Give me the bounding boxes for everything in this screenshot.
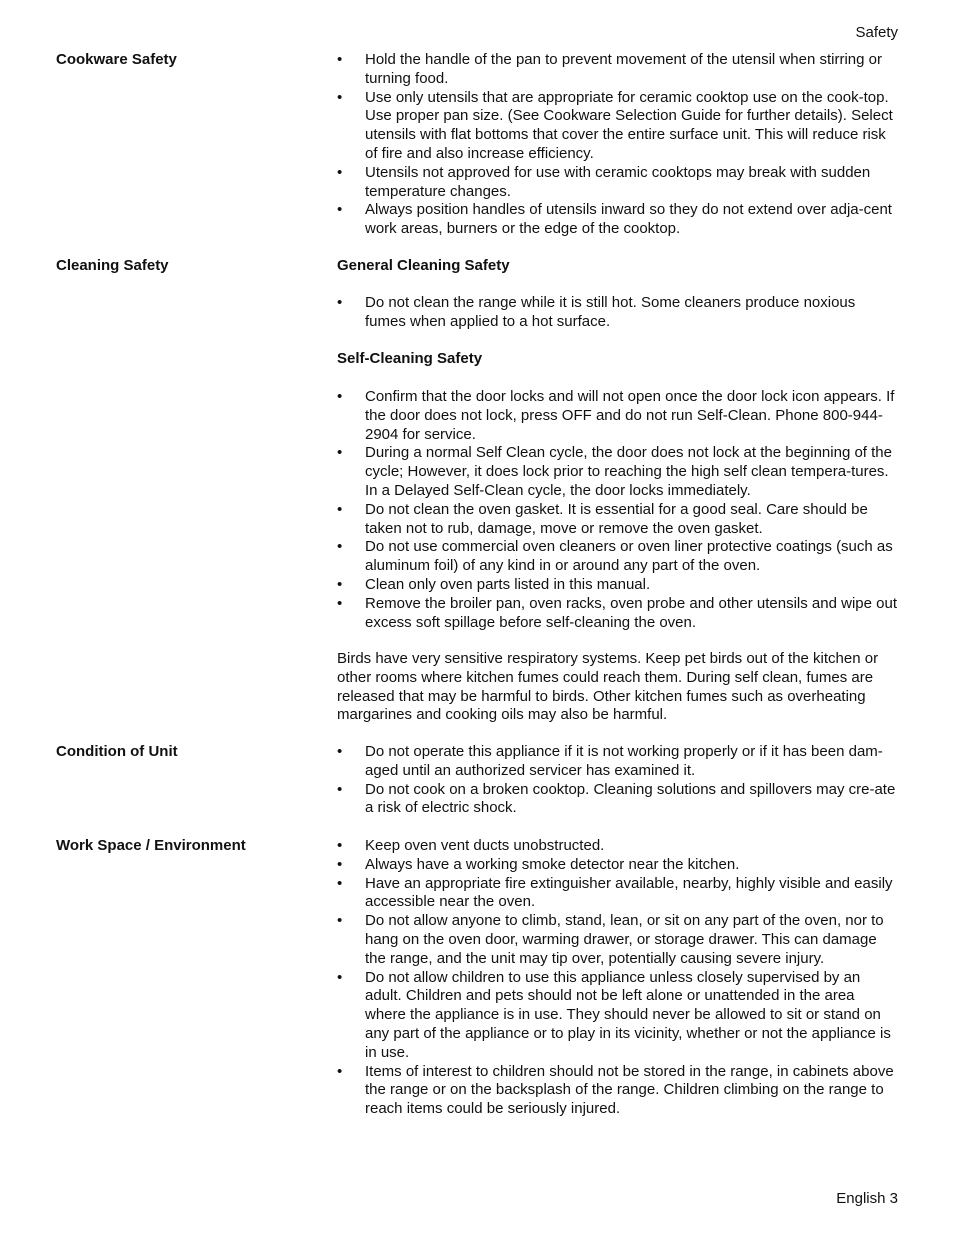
bullet-icon: • — [337, 874, 343, 892]
list-item — [337, 595, 899, 633]
list-item — [337, 501, 899, 539]
bullet-icon: • — [337, 575, 343, 593]
list-item — [337, 538, 899, 576]
self-cleaning-column — [337, 388, 899, 632]
list-item-text: Do not clean the oven gasket. It is essential for a good seal. Care should be taken not to rub, damage, move or remove the oven gasket. — [365, 500, 868, 537]
general-cleaning-list — [337, 294, 899, 332]
section-title-workspace: Work Space / Environment — [56, 837, 246, 854]
list-item-text: Remove the broiler pan, oven racks, oven probe and other utensils and wipe out excess soft spillage before self-cleaning the oven. — [365, 594, 897, 631]
self-cleaning-heading-wrap — [337, 350, 899, 369]
list-item-text: Do not operate this appliance if it is not working properly or if it has been dam-aged until an authorized servicer has examined it. — [365, 743, 883, 779]
bullet-icon: • — [337, 500, 343, 518]
bullet-icon: • — [337, 855, 343, 873]
list-item — [337, 164, 899, 202]
bullet-icon: • — [337, 743, 343, 760]
section-title-cookware: Cookware Safety — [56, 51, 177, 68]
general-cleaning-column — [337, 294, 899, 332]
list-item — [337, 856, 899, 875]
cookware-bullet-list — [337, 51, 899, 239]
bullet-icon: • — [337, 163, 343, 181]
bullet-icon: • — [337, 912, 343, 930]
list-item — [337, 51, 899, 89]
bullet-icon: • — [337, 201, 343, 219]
workspace-bullet-list — [337, 837, 899, 1119]
list-item — [337, 1063, 899, 1119]
section-title-condition: Condition of Unit — [56, 743, 178, 760]
list-item-text: Keep oven vent ducts unobstructed. — [365, 837, 605, 854]
bullet-icon: • — [337, 780, 343, 798]
cookware-column — [337, 51, 899, 239]
list-item-text: Have an appropriate fire extinguisher available, nearby, highly visible and easily accessible near the oven. — [365, 874, 893, 911]
bullet-icon: • — [337, 1062, 343, 1080]
bullet-icon: • — [337, 444, 343, 462]
self-cleaning-list — [337, 388, 899, 632]
list-item — [337, 294, 899, 332]
list-item — [337, 576, 899, 595]
list-item-text: Do not allow children to use this appliance unless closely supervised by an adult. Children and pets should not be left alone or unattended in the area where the appliance is in use. They should never be allowed to sit or stand on any part of the appliance or to play in its vicinity, whether or not the appliance is in use. — [365, 968, 891, 1061]
list-item — [337, 875, 899, 913]
list-item-text: Always position handles of utensils inward so they do not extend over adja-cent work areas, burners or the edge of the cooktop. — [365, 201, 892, 238]
condition-column — [337, 743, 899, 818]
list-item-text: Confirm that the door locks and will not open once the door lock icon appears. If the door does not lock, press OFF and do not run Self-Clean. Phone 800-944-2904 for service. — [365, 388, 895, 443]
workspace-column — [337, 837, 899, 1119]
condition-bullet-list — [337, 743, 899, 818]
list-item-text: Do not cook on a broken cooktop. Cleaning solutions and spillovers may cre-ate a risk of electric shock. — [365, 780, 896, 817]
list-item-text: Clean only oven parts listed in this manual. — [365, 575, 651, 593]
list-item-text: Always have a working smoke detector near the kitchen. — [365, 855, 740, 873]
self-cleaning-heading: Self-Cleaning Safety — [337, 350, 483, 367]
list-item — [337, 89, 899, 164]
list-item-text: Hold the handle of the pan to prevent movement of the utensil when stirring or turning food. — [365, 51, 882, 87]
list-item-text: Do not allow anyone to climb, stand, lean, or sit on any part of the oven, nor to hang on the oven door, warming drawer, or storage drawer. This can damage the range, and the unit may tip over, potentially causing severe injury. — [365, 912, 884, 967]
birds-paragraph: Birds have very sensitive respiratory systems. Keep pet birds out of the kitchen or other rooms where kitchen fumes could reach them. During self clean, fumes are released that may be harmful to birds. Other kitchen fumes such as overheating margarines and cooking oils may also be harmful. — [337, 650, 879, 724]
list-item — [337, 388, 899, 444]
cleaning-general-heading-wrap — [337, 257, 899, 276]
bullet-icon: • — [337, 837, 343, 854]
bullet-icon: • — [337, 388, 343, 405]
general-cleaning-heading: General Cleaning Safety — [337, 257, 510, 274]
list-item-text: Items of interest to children should not be stored in the range, in cabinets above the range or on the backsplash of the range. Children climbing on the range to reach items could be seriously injured. — [365, 1062, 894, 1118]
list-item-text: Utensils not approved for use with ceramic cooktops may break with sudden temperature changes. — [365, 163, 871, 200]
birds-paragraph-wrap — [337, 650, 899, 725]
bullet-icon: • — [337, 968, 343, 986]
page-footer-number: English 3 — [836, 1190, 898, 1207]
list-item — [337, 444, 899, 500]
list-item — [337, 201, 899, 239]
list-item-text: Do not clean the range while it is still hot. Some cleaners produce noxious fumes when applied to a hot surface. — [365, 294, 856, 330]
bullet-icon: • — [337, 88, 343, 106]
list-item — [337, 781, 899, 819]
list-item-text: During a normal Self Clean cycle, the door does not lock at the beginning of the cycle; However, it does lock prior to reaching the high self clean tempera-tures. In a Delayed Self-Clean cycle, the door locks immediately. — [365, 444, 892, 499]
list-item — [337, 743, 899, 781]
list-item-text: Use only utensils that are appropriate for ceramic cooktop use on the cook-top. Use proper pan size. (See Cookware Selection Guide for further details). Select utensils with flat bottoms that cover the entire surface unit. This will reduce risk of fire and also increase efficiency. — [365, 88, 893, 162]
list-item — [337, 969, 899, 1063]
page-header-label: Safety — [855, 24, 898, 41]
list-item-text: Do not use commercial oven cleaners or oven liner protective coatings (such as aluminum foil) of any kind in or around any part of the oven. — [365, 538, 893, 575]
bullet-icon: • — [337, 538, 343, 556]
list-item — [337, 837, 899, 856]
section-title-cleaning: Cleaning Safety — [56, 257, 169, 274]
bullet-icon: • — [337, 594, 343, 612]
bullet-icon: • — [337, 294, 343, 311]
list-item — [337, 912, 899, 968]
bullet-icon: • — [337, 51, 343, 68]
